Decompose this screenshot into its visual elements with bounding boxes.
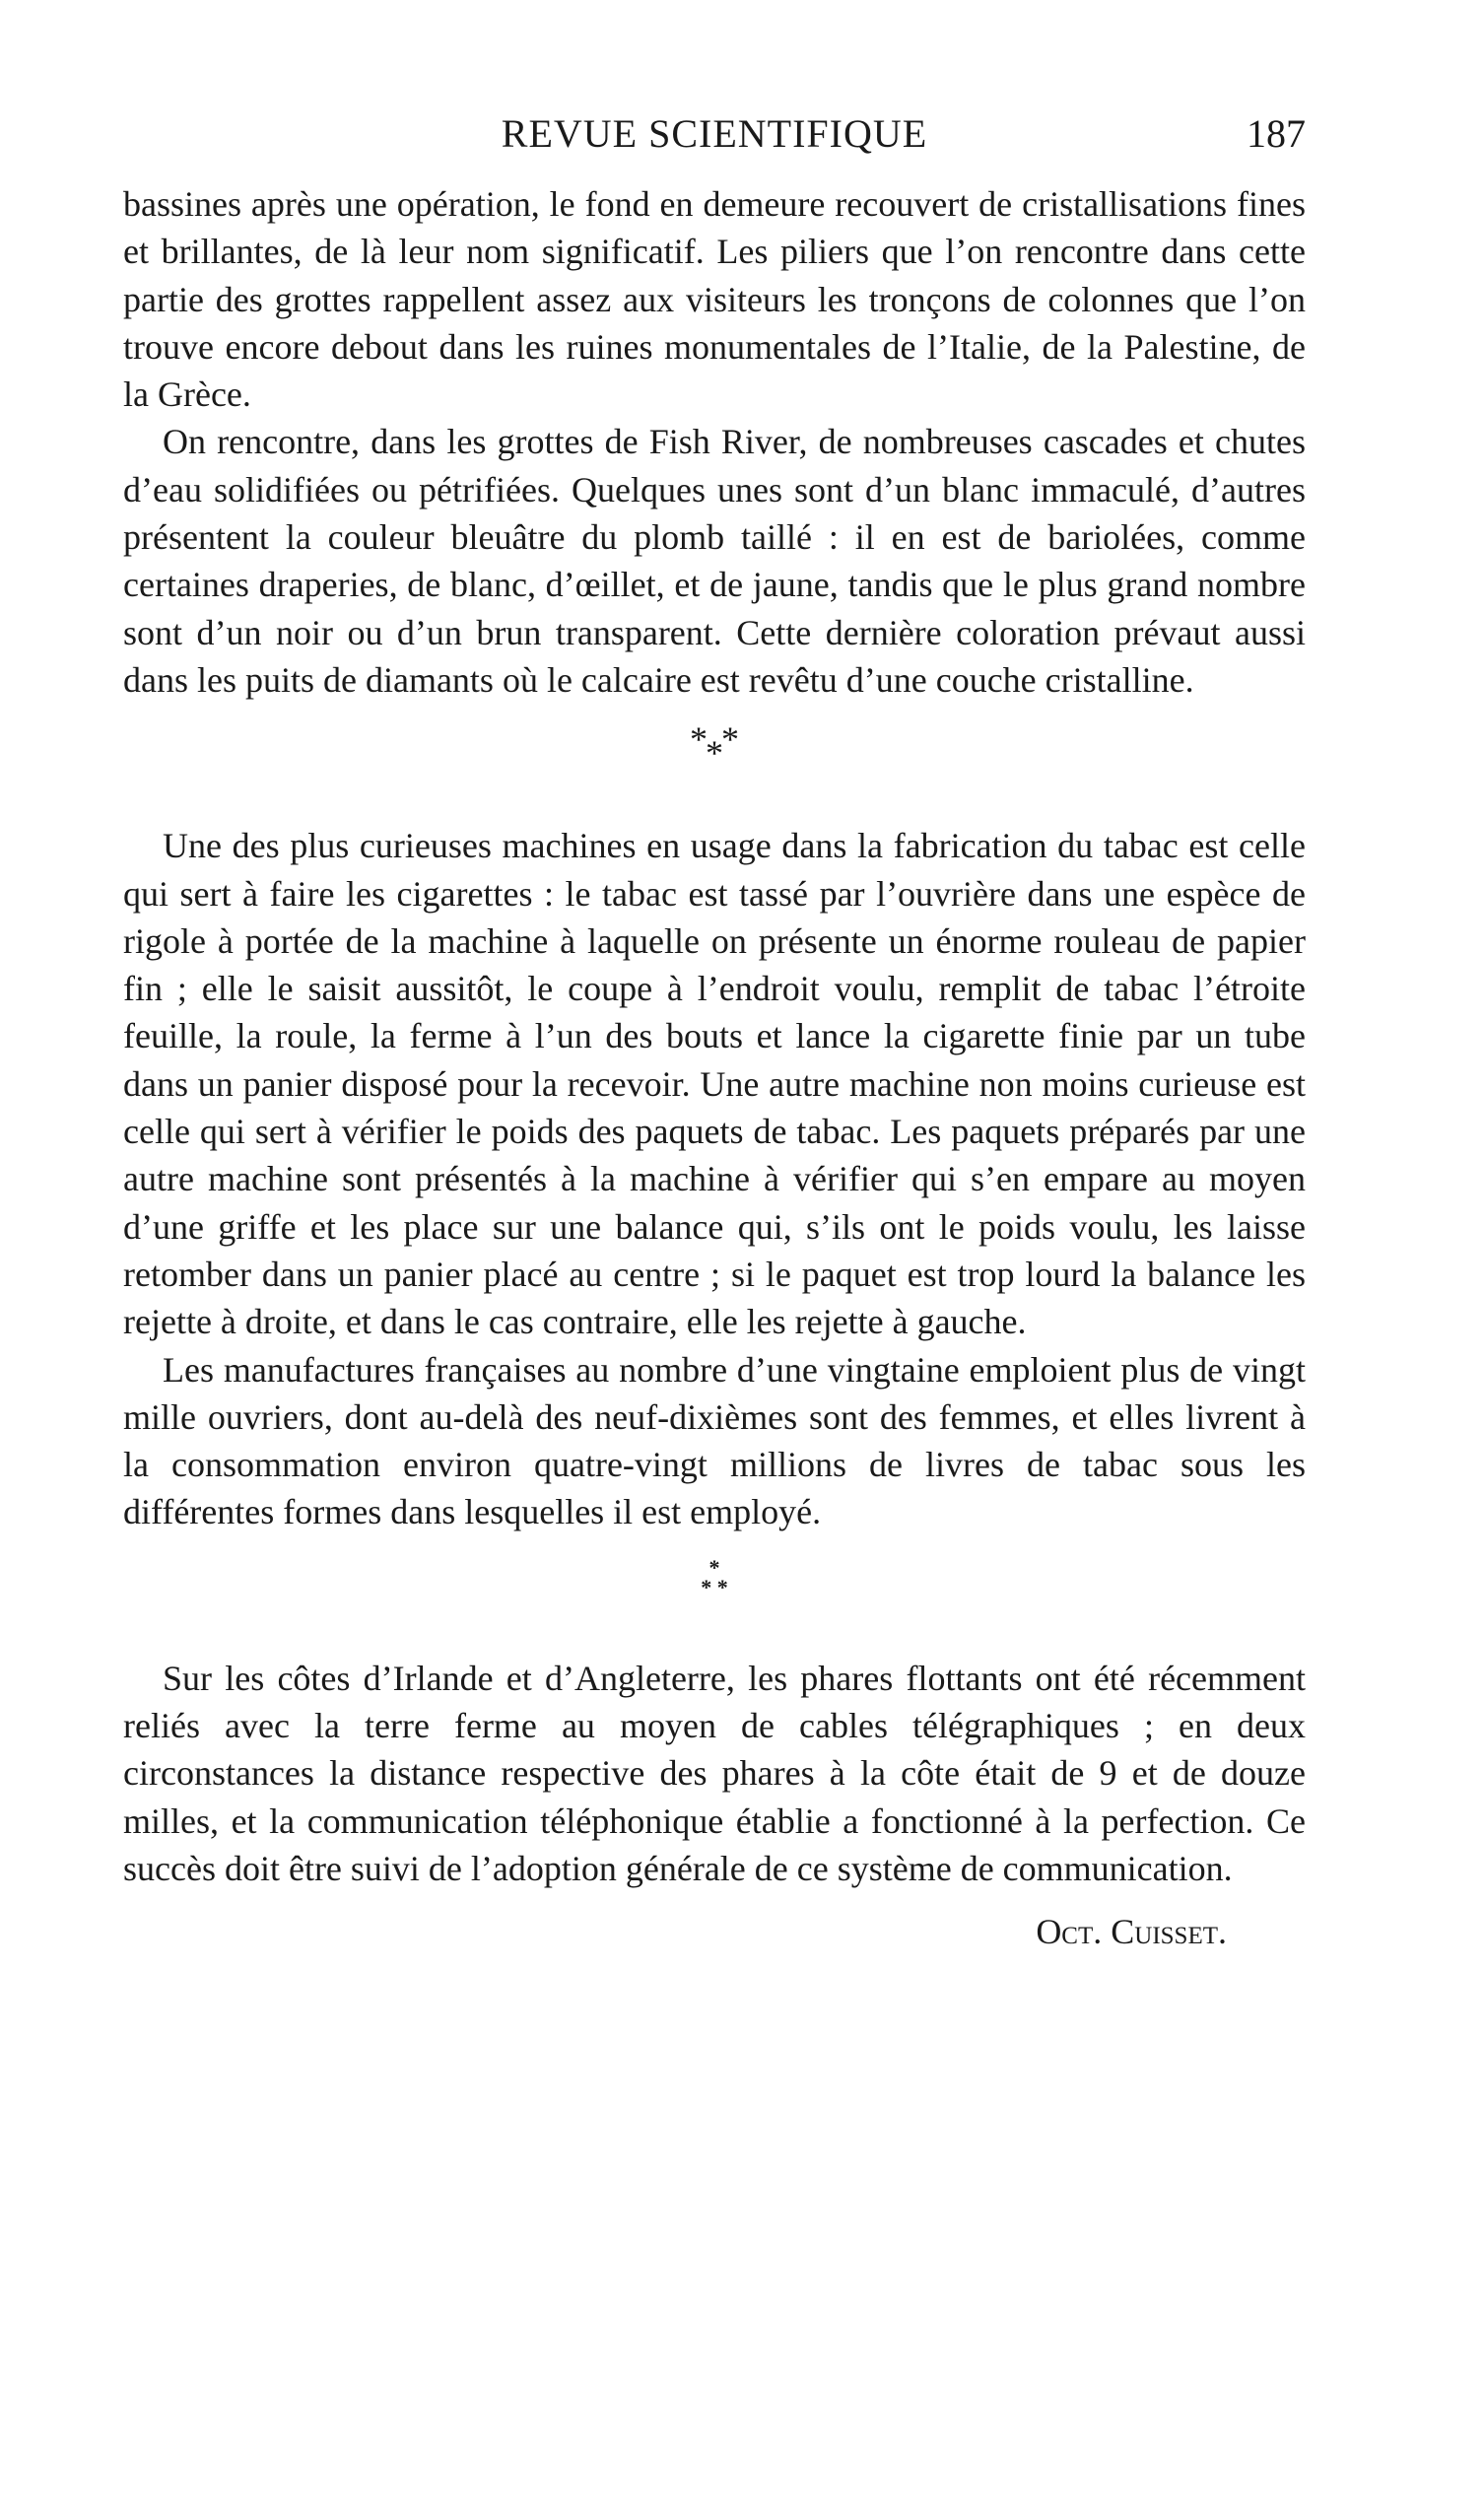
dots-top: * — [708, 1554, 720, 1580]
dots-ornament — [123, 1554, 1306, 1599]
section-separator-asterism — [123, 704, 1306, 822]
running-title: REVUE SCIENTIFIQUE — [501, 111, 928, 156]
paragraph-manufactures: Les manufactures françaises au nombre d’une vingtaine emploient plus de vingt mille ouvriers, dont au-delà des neuf-dixièmes sont des femmes, et elles livrent à la consommation environ quatre-vingt millions de livres de tabac sous les différentes formes dans lesquelles il est employé. — [123, 1349, 1306, 1532]
asterism-star-right: * — [721, 719, 739, 760]
paragraph-fish-river: On rencontre, dans les grottes de Fish River, de nombreuses cascades et chutes d’eau solidifiées ou pétrifiées. Quelques unes sont d’un blanc immaculé, d’autres présentent la couleur bleuâtre du plomb taillé : il en est de bariolées, comme certaines draperies, de blanc, d’œillet, et de jaune, tandis que le plus grand nombre sont d’un noir ou d’un brun transparent. Cette dernière coloration prévaut aussi dans les puits de diamants où le calcaire est revêtu d’une couche cristalline. — [123, 422, 1306, 700]
dots-bottom: * * — [701, 1574, 728, 1599]
author-signature: Oct. Cuisset. — [1036, 1912, 1227, 1952]
section-separator-dots — [123, 1536, 1306, 1655]
article-body — [123, 180, 1306, 1956]
asterism-star-left: * — [690, 719, 708, 760]
page-number: 187 — [1247, 111, 1306, 156]
paragraph-floating-lighthouses: Sur les côtes d’Irlande et d’Angleterre, les phares flottants ont été récemment reliés avec la terre ferme au moyen de cables télégraphiques ; en deux circonstances la distance respective des phares à la côte était de 9 et de douze milles, et la communication téléphonique établie a fonctionné à la perfection. Ce succès doit être suivi de l’adoption générale de ce système de communication. — [123, 1658, 1306, 1888]
running-head — [123, 110, 1306, 170]
asterism-ornament — [123, 719, 1306, 774]
paragraph-cigarette-machines: Une des plus curieuses machines en usage dans la fabrication du tabac est celle qui sert à faire les cigarettes : le tabac est tassé par l’ouvrière dans une espèce de rigole à portée de la machine à laquelle on présente un énorme rouleau de papier fin ; elle le saisit aussitôt, le coupe à l’endroit voulu, remplit de tabac l’étroite feuille, la roule, la ferme à l’un des bouts et lance la cigarette finie par un tube dans un panier disposé pour la recevoir. Une autre machine non moins curieuse est celle qui sert à vérifier le poids des paquets de tabac. Les paquets préparés par une autre machine sont présentés à la machine à vérifier qui s’en empare au moyen d’une griffe et les place sur une balance qui, s’ils ont le poids voulu, les laisse retomber dans un panier placé au centre ; si le paquet est trop lourd la balance les rejette à droite, et dans le cas contraire, elle les rejette à gauche. — [123, 826, 1306, 1342]
asterism-star-middle: * — [706, 733, 723, 774]
paragraph-continued: bassines après une opération, le fond en demeure recouvert de cristallisations fines et brillantes, de là leur nom significatif. Les piliers que l’on rencontre dans cette partie des grottes rappellent assez aux visiteurs les tronçons de colonnes que l’on trouve encore debout dans les ruines monumentales de l’Italie, de la Palestine, de la Grèce. — [123, 184, 1306, 415]
